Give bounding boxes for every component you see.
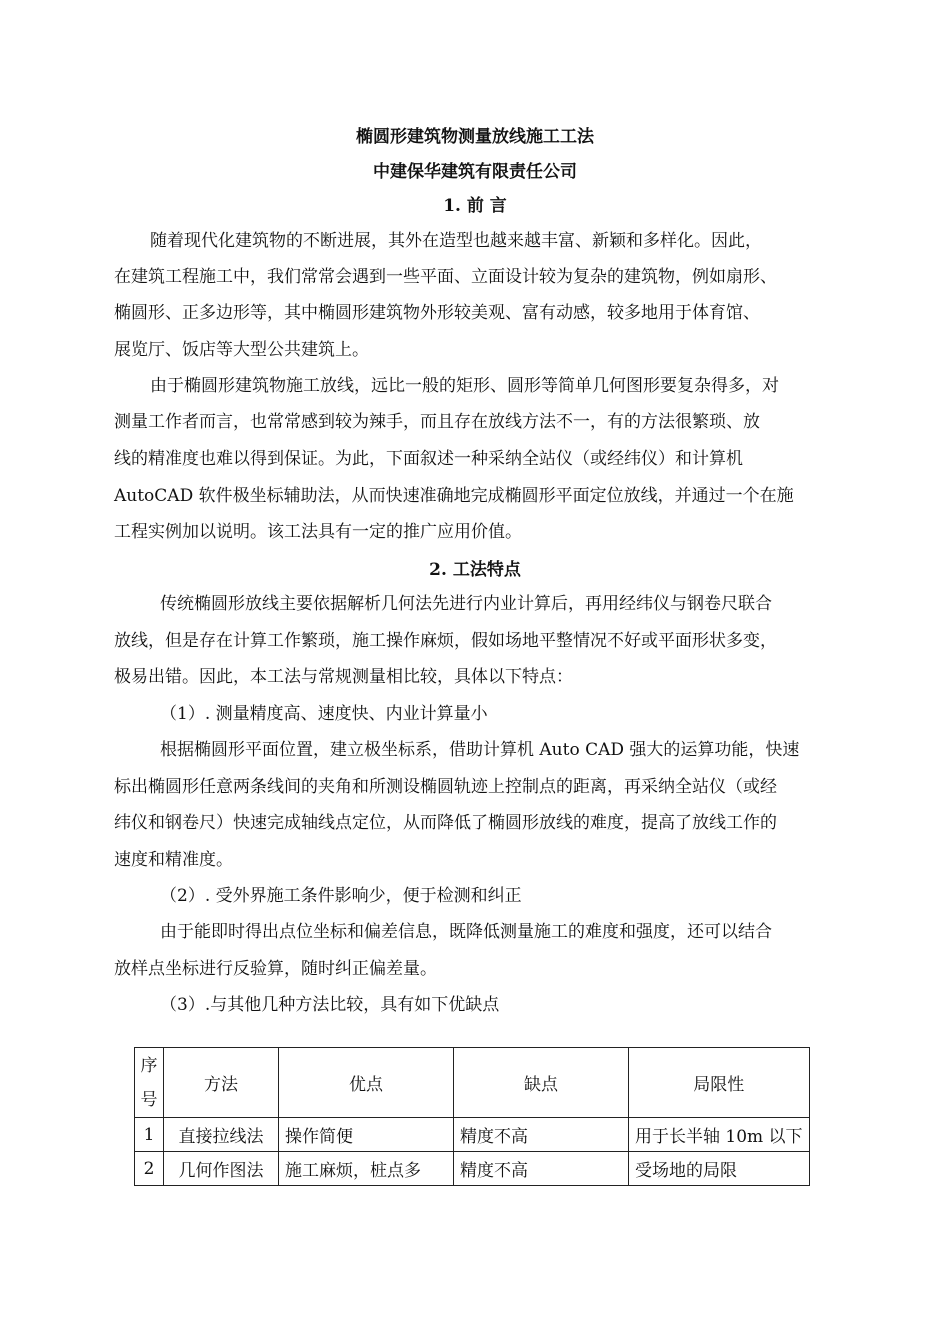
paragraph-line: 速度和精准度。 xyxy=(114,850,233,870)
paragraph-line: 纬仪和钢卷尺）快速完成轴线点定位，从而降低了椭圆形放线的难度，提高了放线工作的 xyxy=(114,813,777,833)
cell-limitation: 用于长半轴 10m 以下 xyxy=(629,1118,810,1152)
header-cell-number xyxy=(135,1048,164,1118)
header-cell-method: 方法 xyxy=(164,1048,279,1118)
cell-limitation: 受场地的局限 xyxy=(629,1152,810,1186)
doc-title: 椭圆形建筑物测量放线施工工法 xyxy=(356,127,594,147)
section-heading-features: 2. 工法特点 xyxy=(429,560,521,580)
cell-number: 1 xyxy=(135,1118,164,1152)
paragraph-line: 极易出错。因此，本工法与常规测量相比较，具体以下特点： xyxy=(114,667,573,687)
cell-disadvantage: 精度不高 xyxy=(454,1118,629,1152)
table-header-row xyxy=(135,1048,810,1118)
cell-disadvantage: 精度不高 xyxy=(454,1152,629,1186)
paragraph-line: 展览厅、饭店等大型公共建筑上。 xyxy=(114,340,369,360)
list-item-heading: （2）. 受外界施工条件影响少，便于检测和纠正 xyxy=(160,886,522,906)
paragraph-line: 标出椭圆形任意两条线间的夹角和所测设椭圆轨迹上控制点的距离，再采纳全站仪（或经 xyxy=(114,777,777,797)
paragraph-line: 工程实例加以说明。该工法具有一定的推广应用价值。 xyxy=(114,522,522,542)
paragraph-line: 根据椭圆形平面位置，建立极坐标系，借助计算机 Auto CAD 强大的运算功能，快速 xyxy=(160,740,800,760)
paragraph-line: 线的精准度也难以得到保证。为此，下面叙述一种采纳全站仪（或经纬仪）和计算机 xyxy=(114,449,743,469)
paragraph-line: 传统椭圆形放线主要依据解析几何法先进行内业计算后，再用经纬仪与钢卷尺联合 xyxy=(160,594,772,614)
header-number-top: 序 xyxy=(140,1055,158,1076)
paragraph-line: 测量工作者而言，也常常感到较为辣手，而且存在放线方法不一，有的方法很繁琐、放 xyxy=(114,412,760,432)
comparison-table xyxy=(134,1047,810,1186)
paragraph-line: 由于椭圆形建筑物施工放线，远比一般的矩形、圆形等简单几何图形要复杂得多，对 xyxy=(150,376,779,396)
cell-advantage: 操作简便 xyxy=(279,1118,454,1152)
paragraph-line: AutoCAD 软件极坐标辅助法，从而快速准确地完成椭圆形平面定位放线，并通过一个在施 xyxy=(114,486,794,506)
paragraph-line: 在建筑工程施工中，我们常常会遇到一些平面、立面设计较为复杂的建筑物，例如扇形、 xyxy=(114,267,777,287)
paragraph-line: 放线，但是存在计算工作繁琐，施工操作麻烦，假如场地平整情况不好或平面形状多变， xyxy=(114,631,777,651)
section-heading-preface: 1. 前 言 xyxy=(443,196,507,216)
list-item-heading: （1）. 测量精度高、速度快、内业计算量小 xyxy=(160,704,488,724)
table-row xyxy=(135,1118,810,1152)
header-cell-disadvantage: 缺点 xyxy=(454,1048,629,1118)
list-item-heading: （3）.与其他几种方法比较，具有如下优缺点 xyxy=(160,995,500,1015)
paragraph-line: 放样点坐标进行反验算，随时纠正偏差量。 xyxy=(114,959,437,979)
paragraph-line: 椭圆形、正多边形等，其中椭圆形建筑物外形较美观、富有动感，较多地用于体育馆、 xyxy=(114,303,760,323)
paragraph-line: 随着现代化建筑物的不断进展，其外在造型也越来越丰富、新颖和多样化。因此， xyxy=(150,231,762,251)
header-cell-limitation: 局限性 xyxy=(629,1048,810,1118)
cell-number: 2 xyxy=(135,1152,164,1186)
paragraph-line: 由于能即时得出点位坐标和偏差信息，既降低测量施工的难度和强度，还可以结合 xyxy=(160,922,772,942)
cell-method: 几何作图法 xyxy=(164,1152,279,1186)
cell-advantage: 施工麻烦，桩点多 xyxy=(279,1152,454,1186)
cell-method: 直接拉线法 xyxy=(164,1118,279,1152)
table-row xyxy=(135,1152,810,1186)
header-cell-advantage: 优点 xyxy=(279,1048,454,1118)
header-number-bottom: 号 xyxy=(140,1089,158,1110)
company-name: 中建保华建筑有限责任公司 xyxy=(373,162,577,182)
